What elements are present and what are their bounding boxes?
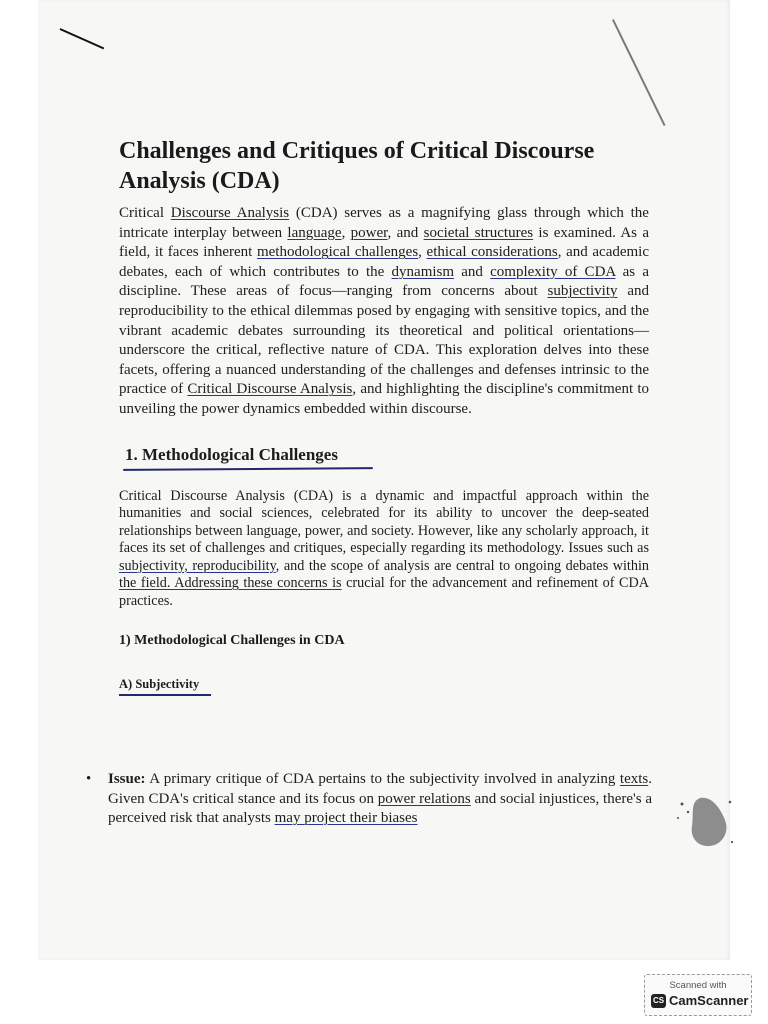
ink-smudge xyxy=(670,790,740,860)
text-run: Critical Discourse Analysis (CDA) is a dynamic and impactful approach within the humanities and social sciences, celebrated for its ability to uncover the deep-seated relationships between language, power, and society. However, like any scholarly approach, it faces its set of challenges and critiques, especially regarding its methodology. Issues such as xyxy=(119,487,649,557)
underlined-phrase: power xyxy=(350,224,388,241)
camscanner-watermark xyxy=(644,974,752,1016)
underlined-phrase: the field. Addressing these concerns is xyxy=(119,575,342,592)
bullet-label: Issue: xyxy=(108,771,146,787)
text-run: A primary critique of CDA pertains to the subjectivity involved in analyzing xyxy=(145,771,620,787)
underlined-phrase: complexity of CDA xyxy=(490,263,616,280)
text-run: as a discipline. These areas of focus—ranging from concerns about xyxy=(119,263,649,300)
text-run: , xyxy=(341,224,351,241)
text-run: and social injustices, there's a perceived risk that analysts xyxy=(108,790,653,826)
underlined-phrase: language xyxy=(287,224,342,241)
text-run: Critical xyxy=(119,205,171,221)
underlined-phrase: subjectivity xyxy=(547,283,618,300)
section-paragraph xyxy=(119,488,649,611)
text-run: is examined. As a field, it faces inherent xyxy=(119,224,649,261)
text-run: and reproducibility to the ethical dilemmas posed by engaging with sensitive topics, and the vibrant academic debates surrounding its theoretical and political orientations—underscore the critical, reflective nature of CDA. This exploration delves into these facets, offering a nuanced understanding of the challenges and defenses intrinsic to the practice of xyxy=(119,283,649,398)
watermark-brand: CamScanner xyxy=(669,993,749,1008)
text-run: and xyxy=(454,263,491,280)
underlined-phrase: Critical Discourse Analysis xyxy=(187,381,353,398)
section-heading: 1. Methodological Challenges xyxy=(125,444,338,464)
text-run: , and academic debates, each of which contributes to the xyxy=(119,244,650,280)
page-title: Challenges and Critiques of Critical Discourse Analysis (CDA) xyxy=(119,138,595,194)
bullet-item xyxy=(86,770,652,829)
underlined-phrase: subjectivity, reproducibility xyxy=(119,557,276,574)
underlined-phrase: power relations xyxy=(377,790,471,807)
underlined-phrase: may project their biases xyxy=(274,810,418,826)
subsubsection-heading: A) Subjectivity xyxy=(119,677,200,692)
pen-underline xyxy=(123,467,373,471)
text-run: (CDA) serves as a magnifying glass through which the intricate interplay between xyxy=(119,205,649,241)
underlined-phrase: societal structures xyxy=(423,224,534,241)
subsection-heading: 1) Methodological Challenges in CDA xyxy=(119,633,345,649)
underlined-phrase: Discourse Analysis xyxy=(170,205,290,221)
pen-underline xyxy=(119,694,211,696)
camscanner-logo-icon: CS xyxy=(651,994,666,1008)
text-run: , xyxy=(418,244,427,261)
intro-paragraph xyxy=(119,204,649,420)
text-run: , and highlighting the discipline's commitment to unveiling the power dynamics embedded within discourse. xyxy=(119,381,649,417)
underlined-phrase: ethical considerations xyxy=(426,244,558,261)
text-run: , and the scope of analysis are central to ongoing debates within xyxy=(275,557,649,574)
underlined-phrase: texts xyxy=(619,771,649,787)
text-run: , and xyxy=(387,224,424,241)
document-body xyxy=(119,136,649,696)
underlined-phrase: dynamism xyxy=(391,263,455,280)
bullet-marker: • xyxy=(86,771,92,787)
bullet-text xyxy=(108,770,652,829)
text-run: crucial for the advancement and refinement of CDA practices. xyxy=(119,575,649,609)
text-run: . Given CDA's critical stance and its focus on xyxy=(108,771,652,807)
underlined-phrase: methodological challenges xyxy=(256,244,419,261)
watermark-caption: Scanned with xyxy=(669,980,727,991)
